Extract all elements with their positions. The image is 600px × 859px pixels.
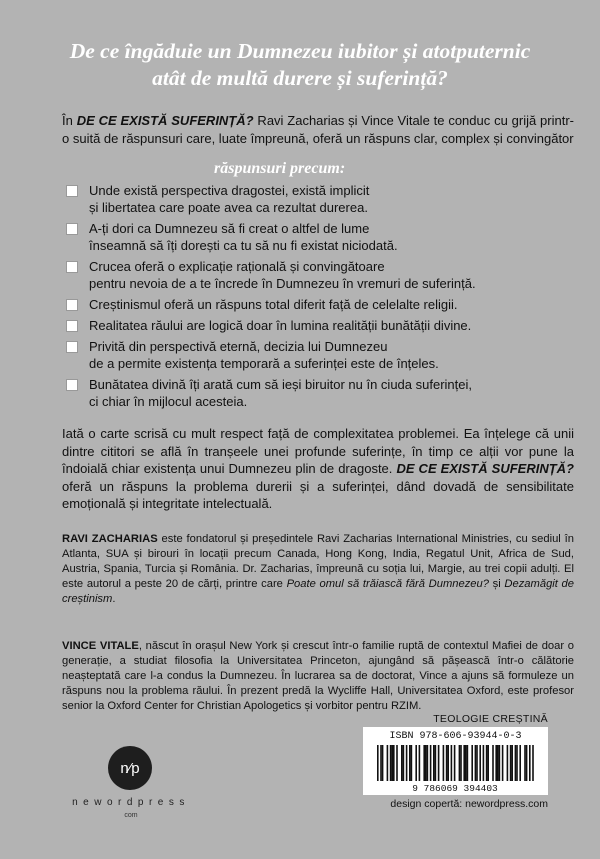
punctuation: .	[112, 593, 116, 605]
bullet-line-1: Privită din perspectivă eternă, decizia lui Dumnezeu	[89, 339, 388, 354]
barcode-bar	[447, 745, 449, 781]
category-label: TEOLOGIE CREȘTINĂ	[433, 713, 548, 725]
description-paragraph	[62, 425, 574, 513]
barcode-bar	[443, 745, 445, 781]
author-bio-vince	[62, 639, 574, 714]
list-item	[66, 338, 566, 372]
headline-line-2: atât de multă durere și suferință?	[152, 66, 448, 90]
publisher-suffix: com	[124, 812, 138, 819]
barcode-bar	[435, 745, 437, 781]
barcode-box	[363, 727, 548, 795]
headline-line-1: De ce îngăduie un Dumnezeu iubitor și atotputernic	[69, 39, 531, 63]
barcode-bar	[511, 745, 513, 781]
barcode-bar	[479, 745, 481, 781]
barcode-icon	[367, 745, 544, 793]
bullet-line-2: pentru nevoia de a te încrede în Dumnezeu în vremuri de suferință.	[89, 276, 476, 291]
design-credit: design copertă: newordpress.com	[390, 798, 548, 810]
barcode-bar	[524, 745, 526, 781]
bullet-line-2: înseamnă să îți dorești ca tu să nu fi existat niciodată.	[89, 238, 398, 253]
barcode-bar	[403, 745, 405, 781]
bullet-line-1: Realitatea răului are logică doar în lumina realității bunătății divine.	[89, 318, 472, 333]
barcode-bar	[519, 745, 521, 781]
list-item	[66, 317, 566, 334]
barcode-bar	[471, 745, 473, 781]
barcode-bar	[377, 745, 379, 781]
barcode-bar	[391, 745, 393, 781]
barcode-bar	[495, 745, 497, 781]
barcode-bar	[393, 745, 395, 781]
barcode-number: 9 786069 394403	[412, 783, 498, 793]
barcode-bar	[406, 745, 408, 781]
answers-list	[66, 182, 566, 414]
description-book-title: DE CE EXISTĂ SUFERINȚĂ?	[396, 461, 574, 476]
bullet-line-1: Crucea oferă o explicație rațională și convingătoare	[89, 259, 385, 274]
book-title: Dezamăgit de creștinism	[62, 578, 574, 605]
publisher-name: newordpress	[72, 797, 190, 808]
list-item	[66, 258, 566, 292]
barcode-bar	[387, 745, 389, 781]
bullet-line-2: și libertatea care poate avea ca rezultat durerea.	[89, 200, 368, 215]
barcode-bar	[486, 745, 488, 781]
barcode-bar	[427, 745, 429, 781]
publisher-logo-icon: n⁄p	[108, 746, 152, 790]
barcode-bar	[380, 745, 382, 781]
barcode-bar	[433, 745, 435, 781]
bullet-square-icon	[66, 341, 78, 353]
barcode-bar	[382, 745, 384, 781]
author-bio-text: , născut în orașul New York și crescut într-o familie ruptă de contextul Mafiei de doar o generație, a studiat filosofia la Universitatea Princeton, ajungând să pășească într-o călătorie neașteptată care l-a condus la Dumnezeu. În lucrarea sa de doctorat, Vince a ajuns să formuleze un răspuns nou la problema răului. În prezent predă la Wycliffe Hall, Universitatea Oxford, este profesor senior la Oxford Center for Christian Apologetics și vorbitor pentru RZIM.	[62, 640, 574, 712]
barcode-bar	[409, 745, 411, 781]
intro-paragraph	[62, 112, 574, 147]
description-text-1: Iată o carte scrisă cu mult respect față de complexitatea problemei. Ea înțelege că unii dintre cititori se află în tranșeele unei profunde suferințe, în timp ce alții vor pune la îndoială chiar existența unui Dumnezeu plin de dragoste.	[62, 426, 574, 476]
intro-book-title: DE CE EXISTĂ SUFERINȚĂ?	[76, 113, 254, 128]
barcode-bar	[446, 745, 448, 781]
author-bio-text: este fondatorul și președintele Ravi Zacharias International Ministries, cu sediul în Atlanta, SUA și birouri în locații precum Canada, Hong Kong, India, Regatul Unit, Africa de Sud, Austria, Spania, Turcia și România. Dr. Zacharias, împreună cu soția lui, Margie, au trei copii adulți. El este autorul a peste 20 de cărți, printre care	[62, 533, 574, 590]
author-name: VINCE VITALE	[62, 640, 139, 652]
barcode-bar	[532, 745, 534, 781]
bullet-line-1: Bunătatea divină îți arată cum să ieși biruitor nu în ciuda suferinței,	[89, 377, 472, 392]
barcode-bar	[419, 745, 421, 781]
barcode-bar	[516, 745, 518, 781]
bullet-square-icon	[66, 185, 78, 197]
author-name: RAVI ZACHARIAS	[62, 533, 158, 545]
bullet-line-1: Creștinismul oferă un răspuns total diferit față de celelalte religii.	[89, 297, 458, 312]
description-text-2: oferă un răspuns la problema durerii și a suferinței, dând dovadă de sensibilitate emoțională și integritate intelectuală.	[62, 478, 574, 511]
list-item	[66, 220, 566, 254]
barcode-bar	[476, 745, 478, 781]
barcode-bar	[497, 745, 499, 781]
bullet-line-2: de a permite existența temporară a suferinței este de înțeles.	[89, 356, 439, 371]
list-item	[66, 376, 566, 410]
bullet-square-icon	[66, 261, 78, 273]
barcode-bar	[401, 745, 403, 781]
barcode-bar	[526, 745, 528, 781]
intro-prefix: În	[62, 113, 73, 128]
bullet-square-icon	[66, 299, 78, 311]
barcode-bar	[451, 745, 453, 781]
barcode-bar	[425, 745, 427, 781]
bullet-square-icon	[66, 379, 78, 391]
bullet-square-icon	[66, 223, 78, 235]
barcode-bar	[515, 745, 517, 781]
bullet-line-2: ci chiar în mijlocul acesteia.	[89, 394, 248, 409]
barcode-bar	[460, 745, 462, 781]
barcode-bar	[507, 745, 509, 781]
barcode-bar	[396, 745, 398, 781]
barcode-bar	[454, 745, 456, 781]
headline	[30, 38, 570, 92]
barcode-bar	[423, 745, 425, 781]
conjunction: și	[488, 578, 505, 590]
barcode-bar	[411, 745, 413, 781]
barcode-bar	[415, 745, 417, 781]
barcode-bar	[463, 745, 465, 781]
intro-text: Ravi Zacharias și Vince Vitale te conduc cu grijă printr-o suită de răspunsuri care, luate împreună, oferă un răspuns clar, complex și convingător	[62, 113, 574, 146]
bullet-square-icon	[66, 320, 78, 332]
barcode-bar	[390, 745, 392, 781]
barcode-bar	[430, 745, 432, 781]
list-item	[66, 182, 566, 216]
barcode-bar	[467, 745, 469, 781]
author-bio-ravi	[62, 532, 574, 607]
barcode-bar	[483, 745, 485, 781]
isbn-text: ISBN 978-606-93944-0-3	[389, 731, 522, 742]
bullet-line-1: A-ți dori ca Dumnezeu să fi creat o altfel de lume	[89, 221, 370, 236]
barcode-bar	[492, 745, 494, 781]
barcode-bar	[502, 745, 504, 781]
bullet-line-1: Unde există perspectiva dragostei, există implicit	[89, 183, 370, 198]
list-item	[66, 296, 566, 313]
barcode-bar	[465, 745, 467, 781]
barcode-bar	[499, 745, 501, 781]
answers-subheading: răspunsuri precum:	[214, 160, 346, 177]
barcode-bar	[475, 745, 477, 781]
barcode-bar	[510, 745, 512, 781]
barcode-bar	[487, 745, 489, 781]
barcode-bar	[529, 745, 531, 781]
book-title: Poate omul să trăiască fără Dumnezeu?	[286, 578, 489, 590]
barcode-bar	[459, 745, 461, 781]
barcode-bar	[438, 745, 440, 781]
